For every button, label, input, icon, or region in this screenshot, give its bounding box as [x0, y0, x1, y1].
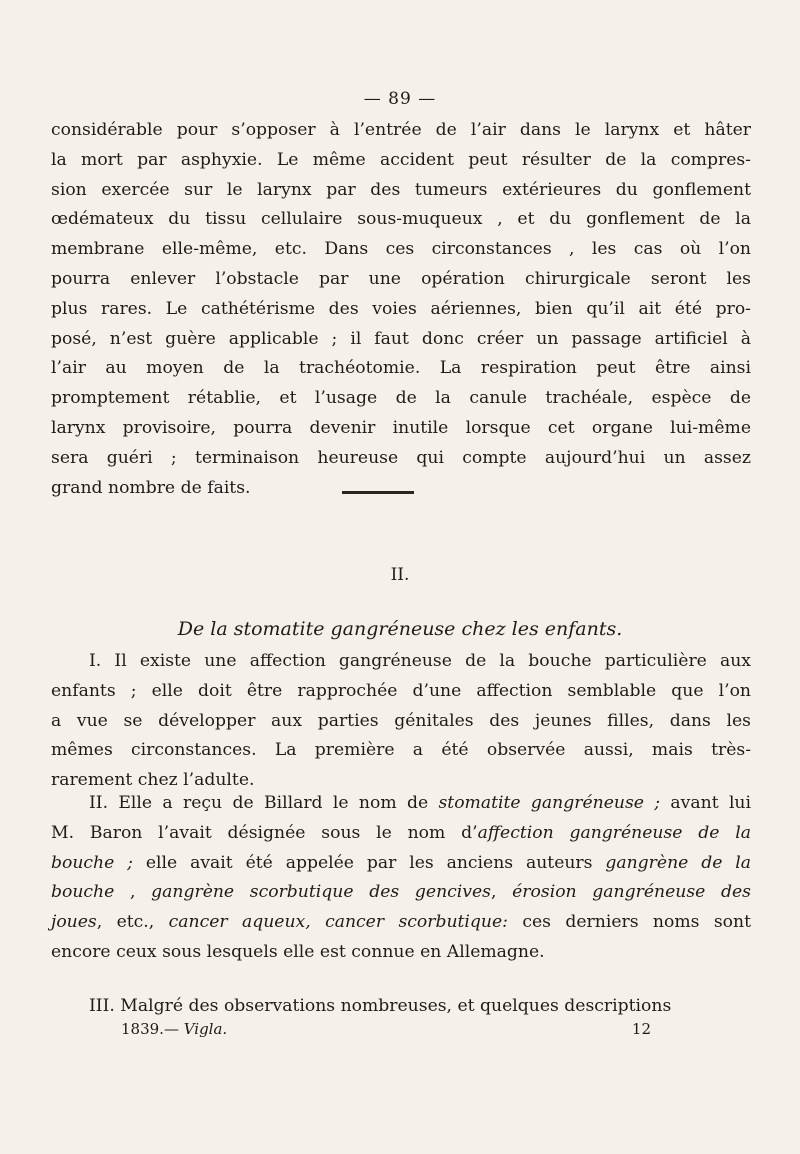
text-line: œdémateux du tissu cellulaire sous-muqueux , et du gonflement de la	[51, 209, 751, 230]
paragraph-1	[51, 647, 751, 796]
text-line	[51, 819, 751, 849]
text-line: posé, n’est guère applicable ; il faut donc créer un passage artificiel à	[51, 328, 751, 349]
text-line: considérable pour s’opposer à l’entrée de l’air dans le larynx et hâter	[51, 120, 751, 140]
text-line: rarement chez l’adulte.	[51, 770, 255, 791]
signature-name: Vigla.	[183, 1020, 228, 1038]
text-line	[51, 878, 751, 908]
text-line: sera guéri ; terminaison heureuse qui compte aujourd’hui un assez	[51, 447, 751, 468]
italic-term: gangrène de la	[605, 852, 751, 873]
text-line: I. Il existe une affection gangréneuse de la bouche particulière aux	[89, 651, 751, 671]
section-divider	[342, 491, 414, 494]
signature-year: 1839.—	[121, 1020, 184, 1038]
text-line: membrane elle-même, etc. Dans ces circonstances , les cas où l’on	[51, 239, 751, 260]
text-run: ces derniers noms sont	[507, 912, 751, 933]
text-line: la mort par asphyxie. Le même accident peut résulter de la compres-	[51, 149, 751, 170]
text-line: mêmes circonstances. La première a été observée aussi, mais très-	[51, 740, 751, 761]
section-title: De la stomatite gangréneuse chez les enfants.	[177, 618, 623, 640]
text-run: , etc.,	[96, 912, 169, 933]
text-run: M. Baron l’avait désignée sous le nom d’	[51, 822, 478, 843]
text-line: larynx provisoire, pourra devenir inutile lorsque cet organe lui-même	[51, 417, 751, 438]
paragraph-continuation	[51, 116, 751, 503]
text-run: ,	[490, 882, 513, 903]
text-line: promptement rétablie, et l’usage de la canule trachéale, espèce de	[51, 388, 751, 409]
italic-term: joues	[51, 912, 97, 933]
text-line: sion exercée sur le larynx par des tumeurs extérieures du gonflement	[51, 179, 751, 200]
text-line: pourra enlever l’obstacle par une opération chirurgicale seront les	[51, 268, 751, 289]
italic-term: stomatite gangréneuse ;	[438, 793, 661, 813]
text-line: grand nombre de faits.	[51, 477, 251, 498]
text-line	[51, 908, 751, 938]
gathering-number: 12	[631, 1020, 651, 1038]
text-run: ,	[114, 882, 152, 903]
page-header: — 89 —	[363, 89, 437, 109]
text-run: II. Elle a reçu de Billard le nom de	[89, 793, 439, 813]
italic-term: gangrène scorbutique des gencives	[151, 882, 491, 903]
section-number: II.	[390, 565, 410, 585]
text-line: III. Malgré des observations nombreuses, et quelques descriptions	[89, 996, 672, 1016]
italic-term: bouche ;	[51, 852, 133, 873]
text-line: a vue se développer aux parties génitales des jeunes filles, dans les	[51, 710, 751, 731]
italic-term: cancer aqueux, cancer scorbutique:	[168, 912, 508, 933]
text-run: elle avait été appelée par les anciens auteurs	[132, 852, 606, 873]
text-line: enfants ; elle doit être rapprochée d’une affection semblable que l’on	[51, 680, 751, 701]
text-line	[51, 789, 751, 819]
text-line: encore ceux sous lesquels elle est connue en Allemagne.	[51, 941, 545, 962]
text-line: plus rares. Le cathétérisme des voies aériennes, bien qu’il ait été pro-	[51, 298, 751, 319]
signature-mark	[121, 1020, 227, 1038]
italic-term: érosion gangréneuse des	[512, 882, 751, 903]
paragraph-2	[51, 789, 751, 968]
text-line	[51, 849, 751, 879]
italic-term: affection gangréneuse de la	[477, 822, 751, 843]
text-line: l’air au moyen de la trachéotomie. La respiration peut être ainsi	[51, 358, 751, 379]
italic-term: bouche	[51, 882, 115, 903]
text-run: avant lui	[660, 793, 752, 813]
paragraph-3	[51, 992, 751, 1022]
